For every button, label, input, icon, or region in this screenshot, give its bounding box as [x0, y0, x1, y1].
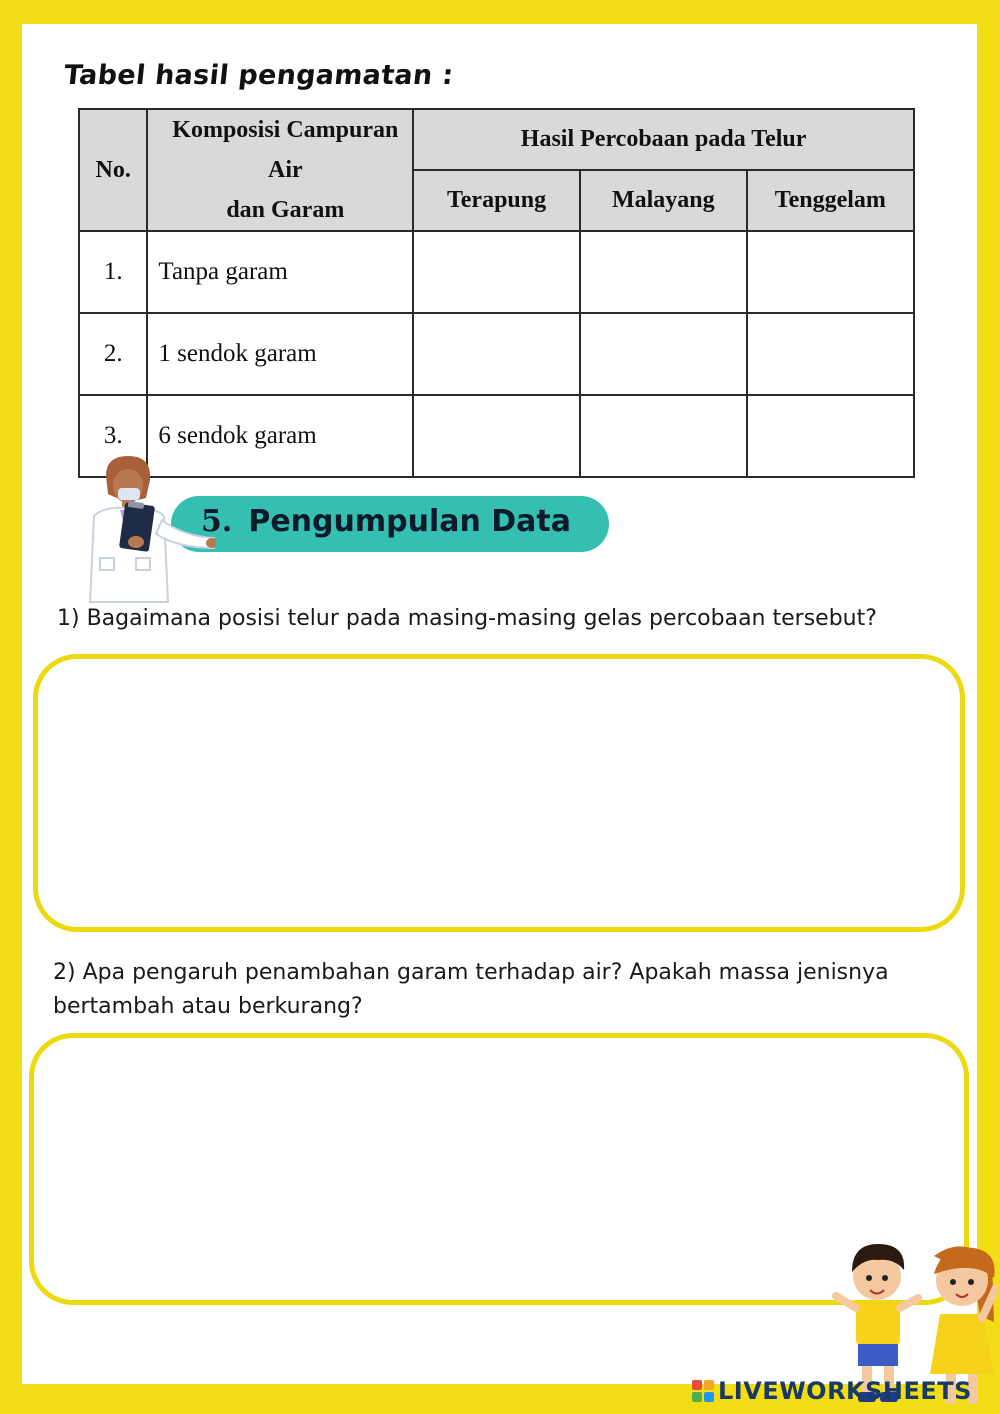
logo-grid-icon [692, 1380, 714, 1402]
cell-tenggelam[interactable] [747, 313, 914, 395]
logo-text: LIVEWORKSHEETS [718, 1377, 972, 1405]
section-number: 5. [201, 504, 233, 539]
table-row [79, 231, 914, 313]
table-title: Tabel hasil pengamatan : [62, 60, 456, 91]
table-row [79, 313, 914, 395]
header-composition-line1: Komposisi Campuran Air [172, 117, 399, 183]
question-2-line1: 2) Apa pengaruh penambahan garam terhadap air? Apakah massa jenisnya [53, 960, 889, 985]
cell-terapung[interactable] [413, 231, 580, 313]
scientist-illustration [76, 454, 216, 604]
cell-malayang[interactable] [580, 231, 747, 313]
answer-box-1[interactable] [33, 654, 965, 932]
observation-table [78, 108, 915, 478]
section-heading [201, 504, 571, 539]
header-tenggelam: Tenggelam [747, 170, 914, 231]
cell-terapung[interactable] [413, 313, 580, 395]
worksheet-page [22, 24, 977, 1384]
row-composition: 6 sendok garam [147, 395, 413, 477]
cell-tenggelam[interactable] [747, 231, 914, 313]
liveworksheets-logo[interactable] [692, 1374, 972, 1408]
row-number: 2. [79, 313, 147, 395]
header-composition-line2: dan Garam [226, 197, 345, 223]
question-2-line2: bertambah atau berkurang? [53, 994, 363, 1019]
question-2 [53, 956, 963, 1024]
question-1: 1) Bagaimana posisi telur pada masing-masing gelas percobaan tersebut? [57, 606, 877, 631]
row-number: 1. [79, 231, 147, 313]
header-malayang: Malayang [580, 170, 747, 231]
header-no: No. [79, 109, 147, 231]
cell-tenggelam[interactable] [747, 395, 914, 477]
row-composition: Tanpa garam [147, 231, 413, 313]
section-title: Pengumpulan Data [248, 504, 572, 539]
header-result-group: Hasil Percobaan pada Telur [413, 109, 914, 170]
header-composition [147, 109, 413, 231]
row-composition: 1 sendok garam [147, 313, 413, 395]
cell-malayang[interactable] [580, 313, 747, 395]
row-number: 3. [79, 395, 147, 477]
header-terapung: Terapung [413, 170, 580, 231]
section-banner [76, 454, 636, 604]
